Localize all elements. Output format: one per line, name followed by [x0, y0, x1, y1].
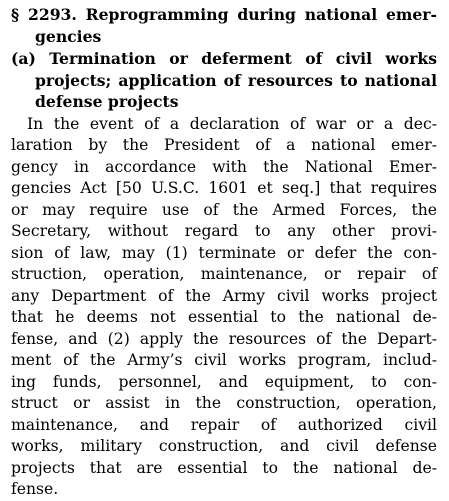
body-line: fense, and (2) apply the resources of the Depart- [11, 329, 437, 348]
body-line: gencies Act [50 U.S.C. 1601 et seq.] that requires [11, 179, 437, 197]
body-line: In the event of a declaration of war or a dec- [27, 114, 437, 133]
body-line: ment of the Army’s civil works program, includ- [11, 351, 437, 369]
body-line: gency in accordance with the National Emer- [11, 157, 437, 176]
section-heading [11, 4, 437, 47]
body-line: works, military construction, and civil defense [11, 437, 437, 455]
subsection-heading-line: projects; application of resources to national [35, 70, 437, 90]
subsection-heading-line: (a) Termination or deferment of civil works [11, 49, 437, 68]
body-line: or may require use of the Armed Forces, the [11, 200, 437, 219]
section-heading-line: § 2293. Reprogramming during national emer- [11, 5, 437, 24]
body-line: that he deems not essential to the national de- [11, 308, 437, 326]
body-line: maintenance, and repair of authorized civil [11, 415, 437, 434]
body-line: fense. [11, 480, 59, 498]
subsection-heading [11, 48, 437, 113]
body-line: ing funds, personnel, and equipment, to con- [11, 372, 437, 391]
section-heading-line: gencies [35, 26, 102, 46]
subsection-body [11, 114, 437, 501]
body-line: struct or assist in the construction, operation, [11, 394, 437, 412]
body-line: struction, operation, maintenance, or repair of [11, 265, 437, 283]
body-line: laration by the President of a national emer- [11, 136, 437, 154]
body-line: projects that are essential to the national de- [11, 458, 437, 477]
body-line: any Department of the Army civil works project [11, 286, 437, 305]
body-line: Secretary, without regard to any other provi- [11, 222, 437, 240]
subsection-heading-line: defense projects [35, 92, 179, 111]
body-line: sion of law, may (1) terminate or defer the con- [11, 243, 437, 262]
